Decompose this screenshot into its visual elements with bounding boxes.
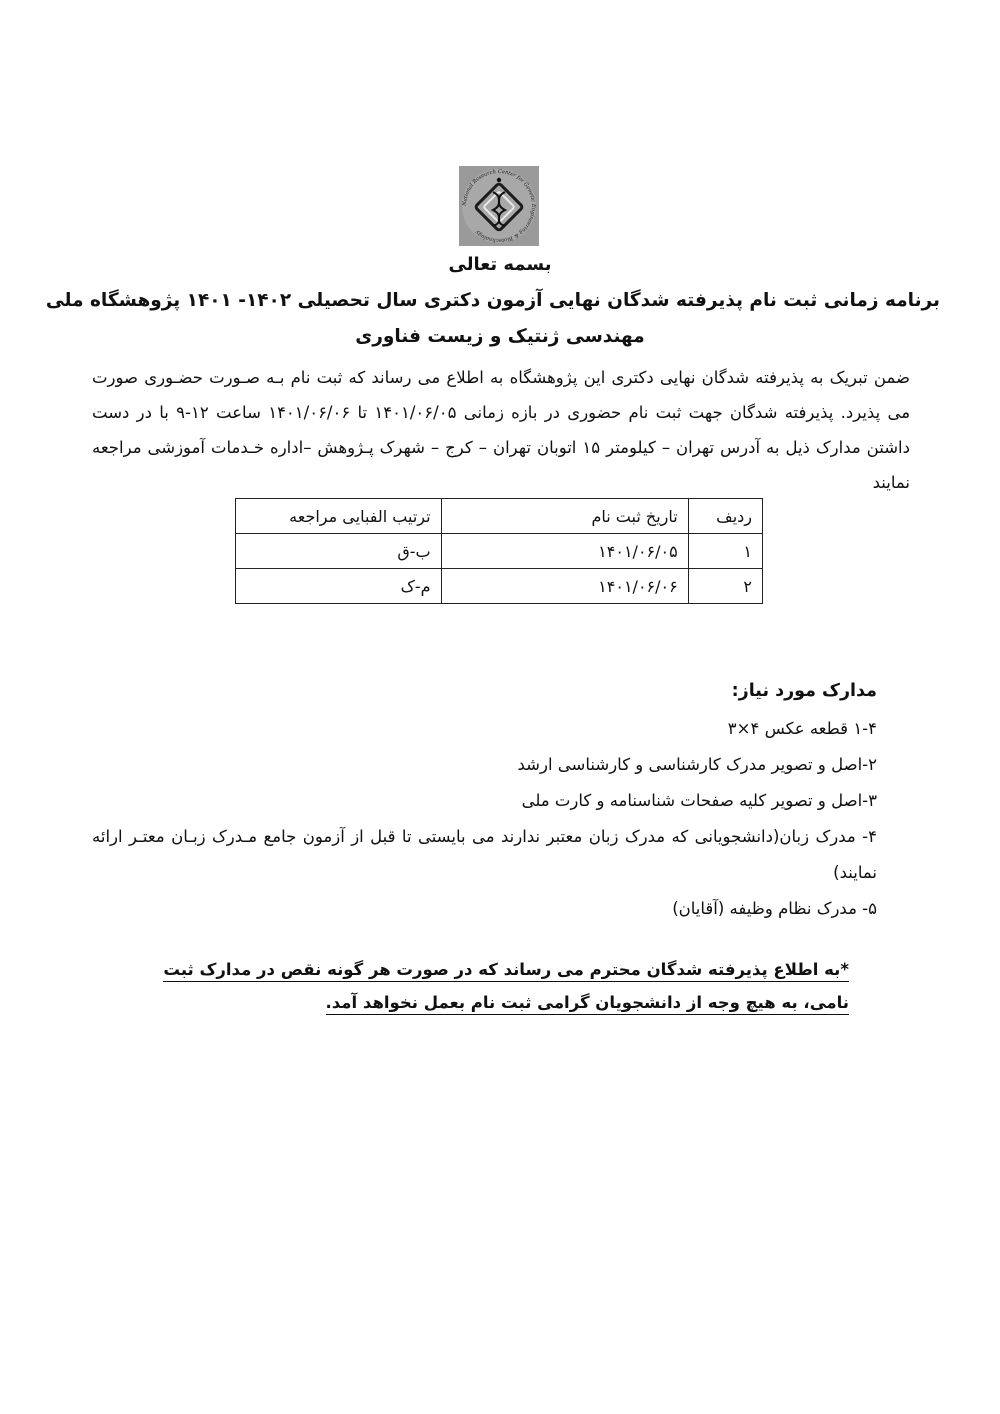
header-alphabetical-order: ترتیب الفبایی مراجعه — [236, 499, 442, 534]
important-note-text: *به اطلاع پذیرفته شدگان محترم می رساند که در صورت هر گونه نقص در مدارک ثبت نامی، به هیچ وجه از دانشجویان گرامی ثبت نام بعمل نخواهد آمد. — [163, 960, 849, 1015]
list-item: ۳-اصل و تصویر کلیه صفحات شناسنامه و کارت ملی — [521, 791, 877, 810]
table-header-row — [236, 499, 763, 534]
list-item: ۴- مدرک زبان(دانشجویانی که مدرک زبان معتبر ندارند می بایستی تا قبل از آزمون جامع مـدرک زبـان معتـر ارائه نمایند) — [92, 827, 877, 882]
requirements-list — [92, 711, 877, 927]
important-note — [120, 953, 849, 1019]
table-row — [236, 534, 763, 569]
intro-paragraph: ضمن تبریک به پذیرفته شدگان نهایی دکتری این پژوهشگاه به اطلاع می رساند که ثبت نام بـه صـورت حضـوری صورت می پذیرد. پذیرفته شدگان جهت ثبت نام حضوری در بازه زمانی ۱۴۰۱/۰۶/۰۵ تا ۱۴۰۱/۰۶/۰۶ ساعت ۱۲-۹ با در دست داشتن مدارک ذیل به آدرس تهران – کیلومتر ۱۵ اتوبان تهران – کرج – شهرک پـژوهش –اداره خـدمات آموزشی مراجعه نمایند — [92, 368, 911, 492]
requirements-heading: مدارک مورد نیاز: — [731, 681, 877, 701]
header-row-number: ردیف — [688, 499, 762, 534]
registration-date-cell: ۱۴۰۱/۰۶/۰۶ — [441, 569, 688, 604]
dna-emblem-icon — [459, 166, 539, 246]
institute-logo — [459, 166, 539, 246]
document-title-line-2: مهندسی ژنتیک و زیست فناوری — [355, 326, 645, 347]
registration-date-cell: ۱۴۰۱/۰۶/۰۵ — [441, 534, 688, 569]
header-registration-date: تاریخ ثبت نام — [441, 499, 688, 534]
list-item: ۲-اصل و تصویر مدرک کارشناسی و کارشناسی ارشد — [517, 755, 877, 774]
list-item: ۵- مدرک نظام وظیفه (آقایان) — [672, 899, 877, 918]
logo-ring-text: National Research Center for Genetic Engineering & Biotechnology — [461, 168, 537, 244]
alphabetical-order-cell: ب-ق — [236, 534, 442, 569]
row-number-cell: ۲ — [688, 569, 762, 604]
list-item: ۱-۴ قطعه عکس ۴×۳ — [727, 719, 877, 738]
alphabetical-order-cell: م-ک — [236, 569, 442, 604]
table-row — [236, 569, 763, 604]
document-title-line-1: برنامه زمانی ثبت نام پذیرفته شدگان نهایی آزمون دکتری سال تحصیلی ۱۴۰۲- ۱۴۰۱ پژوهشگاه ملی — [45, 290, 940, 311]
bismillah-heading: بسمه تعالی — [448, 254, 552, 275]
registration-schedule-table — [235, 498, 763, 604]
row-number-cell: ۱ — [688, 534, 762, 569]
